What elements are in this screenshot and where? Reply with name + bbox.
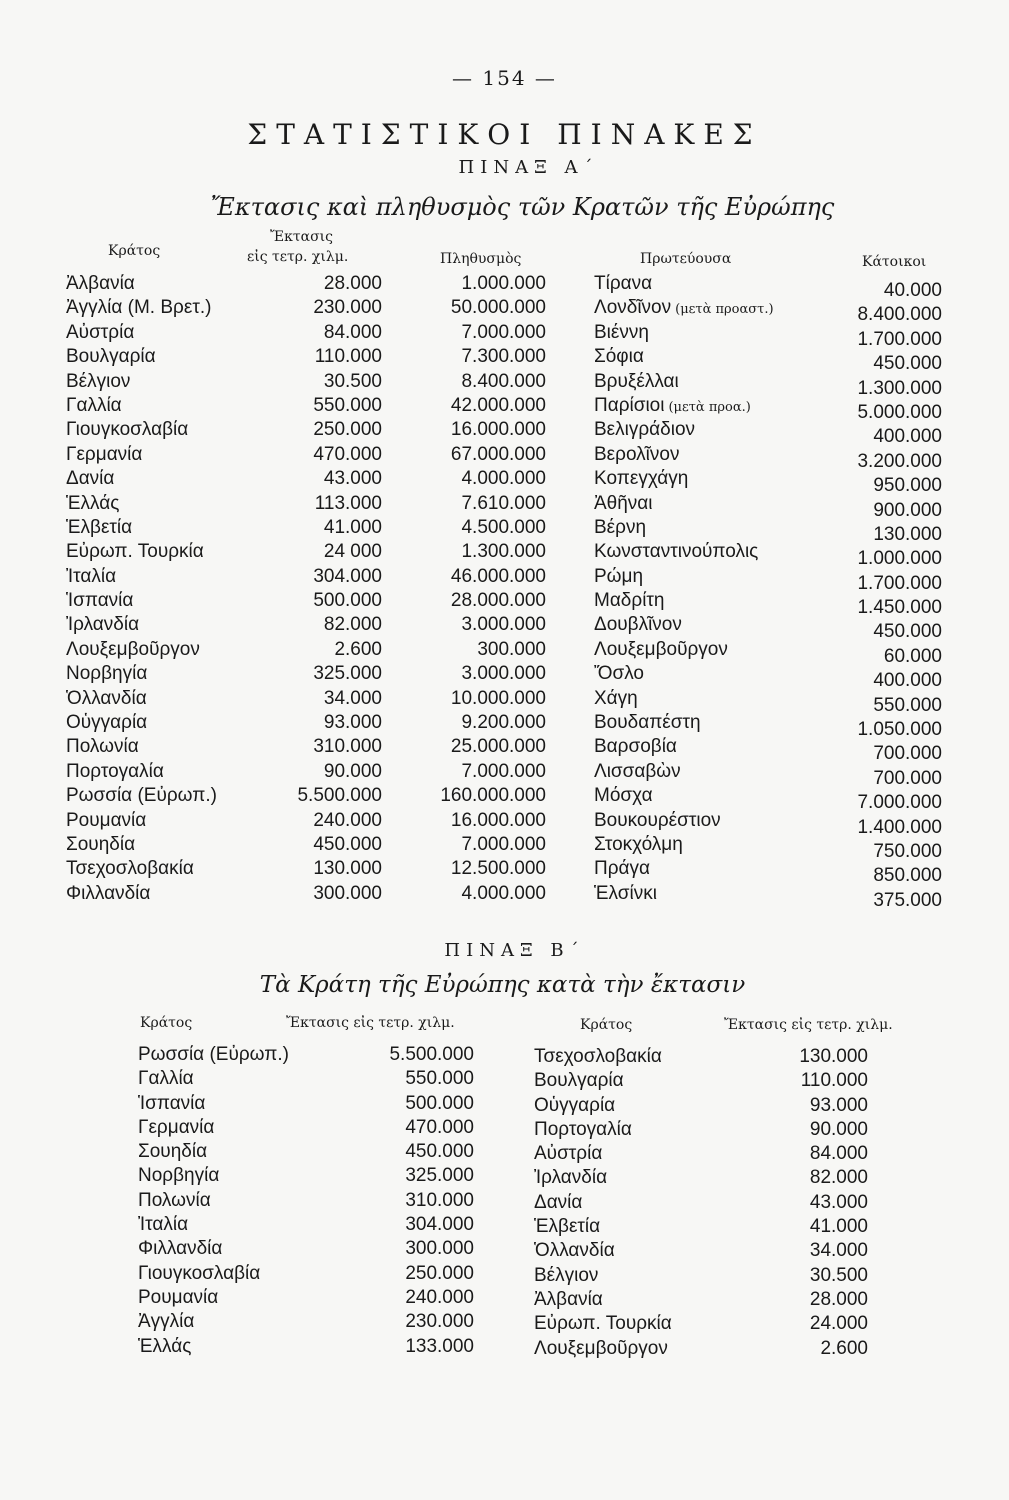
column-b-area-left [330, 1043, 474, 1359]
capital-name: Κοπεγχάγη [594, 468, 689, 490]
table-b-area: 133.000 [405, 1335, 474, 1357]
table-a-population: 67.000.000 [450, 443, 546, 465]
table-a-state: Βουλγαρία [66, 346, 156, 368]
table-a-state: Γερμανία [66, 443, 143, 465]
table-b-state: Γερμανία [138, 1116, 215, 1138]
table-a-inhabitants: 850.000 [873, 865, 942, 887]
table-a-inhabitants: 900.000 [873, 499, 942, 521]
table-a-inhabitants: 1.000.000 [857, 548, 942, 570]
table-b-area: 250.000 [405, 1262, 474, 1284]
table-a-inhabitants: 700.000 [873, 767, 942, 789]
capital-name: Λονδῖνον [594, 297, 672, 319]
capital-name: Πράγα [594, 858, 650, 880]
table-a-state: Ρωσσία (Εὐρωπ.) [66, 785, 217, 807]
table-a-state: Ἀγγλία (Μ. Βρετ.) [66, 297, 212, 319]
table-a-inhabitants: 1.700.000 [857, 328, 942, 350]
table-b-state: Πολωνία [138, 1189, 211, 1211]
table-a-state: Γιουγκοσλαβία [66, 419, 189, 441]
header-capital: Πρωτεύουσα [640, 251, 732, 267]
table-a-state: Ἱσπανία [66, 590, 134, 612]
table-a-area: 230.000 [313, 297, 382, 319]
header-b-area-left: Ἔκτασις εἰς τετρ. χιλμ. [286, 1015, 455, 1031]
table-a-state: Βέλγιον [66, 370, 131, 392]
table-b-area: 304.000 [405, 1214, 474, 1236]
table-a-population: 7.610.000 [461, 492, 546, 514]
table-b-state: Ἰταλία [138, 1214, 189, 1236]
table-a-inhabitants: 8.400.000 [857, 304, 942, 326]
capital-name: Κωνσταντινούπολις [594, 541, 759, 563]
table-a-population: 28.000.000 [450, 590, 546, 612]
capital-note: (μετὰ προα.) [668, 399, 751, 415]
table-b-area: 130.000 [799, 1046, 868, 1067]
header-b-state-right: Κράτος [580, 1017, 633, 1033]
table-a-population: 9.200.000 [461, 712, 546, 734]
table-b-area: 470.000 [405, 1116, 474, 1138]
table-a-population: 25.000.000 [450, 736, 546, 758]
header-area-line2: εἰς τετρ. χιλμ. [247, 249, 349, 265]
table-a-inhabitants: 550.000 [873, 694, 942, 716]
table-a-inhabitants: 1.400.000 [857, 816, 942, 838]
table-a-state: Πολωνία [66, 736, 139, 758]
table-b-state: Γαλλία [138, 1068, 194, 1090]
table-b-state: Ρωσσία (Εὐρωπ.) [138, 1044, 289, 1065]
table-b-state: Γιουγκοσλαβία [138, 1262, 261, 1284]
table-a-area: 130.000 [313, 858, 382, 880]
table-b-state: Βέλγιον [534, 1264, 599, 1286]
table-b-area: 84.000 [809, 1143, 868, 1165]
table-b-area: 82.000 [809, 1167, 868, 1189]
table-a-state: Οὑγγαρία [66, 712, 148, 734]
table-b-area: 325.000 [405, 1165, 474, 1187]
header-area-line1: Ἔκτασις [270, 229, 333, 245]
table-b-area: 500.000 [405, 1092, 474, 1114]
table-a-area: 84.000 [323, 321, 382, 343]
header-b-area-right: Ἔκτασις εἰς τετρ. χιλμ. [724, 1017, 893, 1033]
column-b-area-right [724, 1045, 868, 1361]
page-number: — 154 — [452, 66, 557, 90]
capital-name: Παρίσιοι [594, 394, 665, 416]
table-a-area: 34.000 [323, 687, 382, 709]
table-a-inhabitants: 3.200.000 [857, 450, 942, 472]
table-a-state: Πορτογαλία [66, 760, 164, 782]
page-title: ΣΤΑΤΙΣΤΙΚΟΙ ΠΙΝΑΚΕΣ [247, 118, 762, 151]
table-a-area: 43.000 [323, 468, 382, 490]
table-a-population: 42.000.000 [450, 394, 546, 416]
table-a-inhabitants: 450.000 [873, 621, 942, 643]
table-a-inhabitants: 40.000 [883, 280, 942, 301]
capital-name: Λισσαβὼν [594, 760, 681, 782]
capital-name: Βρυξέλλαι [594, 370, 679, 392]
table-a-inhabitants: 400.000 [873, 670, 942, 692]
table-b-area: 41.000 [809, 1216, 868, 1238]
table-b-area: 90.000 [809, 1118, 868, 1140]
table-b-area: 30.500 [809, 1264, 868, 1286]
table-b-state: Αὐστρία [534, 1143, 603, 1165]
table-a-population: 16.000.000 [450, 809, 546, 831]
table-a-state: Αὐστρία [66, 321, 135, 343]
capital-name: Μαδρίτη [594, 590, 665, 612]
capital-name: Βέρνη [594, 516, 647, 538]
capital-name: Ὄσλο [594, 663, 644, 685]
table-b-state: Βουλγαρία [534, 1070, 624, 1092]
header-state: Κράτος [108, 243, 161, 259]
table-a-inhabitants: 1.700.000 [857, 572, 942, 594]
table-b-state: Εὐρωπ. Τουρκία [534, 1313, 672, 1335]
table-a-area: 24 000 [323, 541, 382, 563]
table-b-area: 110.000 [800, 1070, 868, 1092]
table-a-inhabitants: 400.000 [873, 426, 942, 448]
table-a-area: 5.500.000 [297, 785, 382, 807]
table-a-inhabitants: 1.450.000 [857, 597, 942, 619]
table-b-state: Λουξεμβοῦργον [534, 1337, 668, 1359]
table-a-inhabitants: 60.000 [883, 645, 942, 667]
table-b-state: Δανία [534, 1191, 583, 1213]
header-inhabitants: Κάτοικοι [862, 254, 927, 270]
capital-name: Χάγη [594, 687, 638, 709]
table-a-population: 3.000.000 [461, 663, 546, 685]
table-a-state: Ἑλλάς [66, 492, 120, 514]
table-a-state: Ρουμανία [66, 809, 147, 831]
table-b-state: Ἑλλάς [138, 1335, 192, 1357]
capital-name: Βερολῖνον [594, 443, 680, 465]
capital-name: Σόφια [594, 346, 644, 368]
table-a-inhabitants: 450.000 [873, 353, 942, 375]
table-a-area: 304.000 [313, 565, 382, 587]
capital-name: Ἑλσίνκι [594, 882, 657, 904]
table-a-area: 93.000 [323, 712, 382, 734]
table-a-population: 7.000.000 [461, 321, 546, 343]
table-b-area: 5.500.000 [389, 1044, 474, 1065]
table-b-area: 28.000 [809, 1288, 868, 1310]
table-b-state: Ἰρλανδία [534, 1167, 608, 1189]
header-b-state-left: Κράτος [140, 1015, 193, 1031]
capital-name: Βαρσοβία [594, 736, 677, 758]
table-a-population: 16.000.000 [450, 419, 546, 441]
capital-name: Ἀθῆναι [594, 492, 653, 514]
table-a-population: 46.000.000 [450, 565, 546, 587]
table-a-area: 82.000 [323, 614, 382, 636]
table-a-area: 450.000 [313, 833, 382, 855]
capital-name: Τίρανα [594, 273, 653, 294]
table-b-state: Τσεχοσλοβακία [534, 1046, 662, 1067]
table-a-population: 3.000.000 [461, 614, 546, 636]
table-b-area: 2.600 [820, 1337, 868, 1359]
table-a-population: 300.000 [477, 638, 546, 660]
table-b-area: 43.000 [809, 1191, 868, 1213]
table-b-area: 240.000 [405, 1286, 474, 1308]
capital-name: Στοκχόλμη [594, 833, 683, 855]
table-b-state: Σουηδία [138, 1141, 208, 1163]
capital-name: Βιέννη [594, 321, 649, 343]
table-a-state: Ἰταλία [66, 565, 117, 587]
table-a-area: 41.000 [323, 516, 382, 538]
table-a-inhabitants: 950.000 [873, 475, 942, 497]
table-a-population: 12.500.000 [450, 858, 546, 880]
table-b-area: 450.000 [405, 1141, 474, 1163]
table-a-state: Σουηδία [66, 833, 136, 855]
table-b-area: 230.000 [405, 1311, 474, 1333]
table-a-area: 300.000 [313, 882, 382, 904]
table-a-inhabitants: 700.000 [873, 743, 942, 765]
column-population [400, 272, 546, 906]
table-a-area: 250.000 [313, 419, 382, 441]
table-a-population: 1.300.000 [461, 541, 546, 563]
table-a-inhabitants: 375.000 [873, 889, 942, 911]
table-a-state: Τσεχοσλοβακία [66, 858, 194, 880]
table-a-population: 10.000.000 [450, 687, 546, 709]
table-a-population: 4.000.000 [461, 882, 546, 904]
table-b-state: Ρουμανία [138, 1286, 219, 1308]
table-b-state: Νορβηγία [138, 1165, 220, 1187]
table-a-population: 7.000.000 [461, 833, 546, 855]
table-b-label: ΠΙΝΑΞ Β΄ [444, 940, 585, 961]
table-a-population: 8.400.000 [461, 370, 546, 392]
table-b-state: Ἱσπανία [138, 1092, 206, 1114]
table-a-inhabitants: 7.000.000 [857, 792, 942, 814]
table-a-area: 113.000 [314, 492, 382, 514]
table-a-area: 240.000 [313, 809, 382, 831]
table-a-population: 1.000.000 [461, 273, 546, 294]
table-a-population: 160.000.000 [440, 785, 546, 807]
capital-name: Βουκουρέστιον [594, 809, 721, 831]
table-a-area: 470.000 [313, 443, 382, 465]
table-b-area: 24.000 [809, 1313, 868, 1335]
table-a-area: 310.000 [313, 736, 382, 758]
capital-name: Μόσχα [594, 785, 653, 807]
table-a-area: 2.600 [334, 638, 382, 660]
table-a-state: Ὁλλανδία [66, 687, 147, 709]
table-b-state: Ἀλβανία [534, 1288, 603, 1310]
table-a-state: Λουξεμβοῦργον [66, 638, 200, 660]
table-b-state: Ἑλβετία [534, 1216, 601, 1238]
table-b-state: Ὁλλανδία [534, 1240, 615, 1262]
table-a-inhabitants: 5.000.000 [857, 401, 942, 423]
table-b-caption: Τὰ Κράτη τῆς Εὐρώπης κατὰ τὴν ἔκτασιν [259, 972, 746, 998]
table-a-area: 325.000 [313, 663, 382, 685]
table-a-population: 7.300.000 [461, 346, 546, 368]
table-a-inhabitants: 1.300.000 [857, 377, 942, 399]
table-b-area: 34.000 [809, 1240, 868, 1262]
table-b-state: Πορτογαλία [534, 1118, 632, 1140]
table-a-area: 110.000 [314, 346, 382, 368]
table-a-population: 4.000.000 [461, 468, 546, 490]
capital-name: Ρώμη [594, 565, 644, 587]
table-b-area: 310.000 [405, 1189, 474, 1211]
capital-name: Βελιγράδιον [594, 419, 696, 441]
table-a-state: Εὐρωπ. Τουρκία [66, 541, 204, 563]
table-a-state: Γαλλία [66, 394, 122, 416]
capital-name: Βουδαπέστη [594, 712, 701, 734]
table-a-caption: Ἔκτασις καὶ πληθυσμὸς τῶν Κρατῶν τῆς Εὐρώπης [210, 193, 835, 221]
table-b-area: 300.000 [405, 1238, 474, 1260]
table-a-inhabitants: 130.000 [873, 523, 942, 545]
table-a-population: 50.000.000 [450, 297, 546, 319]
table-a-state: Ἀλβανία [66, 273, 135, 294]
table-a-inhabitants: 750.000 [873, 840, 942, 862]
table-a-state: Ἰρλανδία [66, 614, 140, 636]
table-a-area: 30.500 [323, 370, 382, 392]
table-a-state: Φιλλανδία [66, 882, 151, 904]
table-a-label: ΠΙΝΑΞ Α΄ [458, 157, 599, 178]
capital-note: (μετὰ προαστ.) [675, 302, 774, 318]
table-a-state: Δανία [66, 468, 115, 490]
table-b-area: 93.000 [809, 1094, 868, 1116]
header-population: Πληθυσμὸς [440, 251, 522, 267]
column-inhabitants [800, 279, 942, 913]
capital-name: Λουξεμβοῦργον [594, 638, 728, 660]
table-b-state: Φιλλανδία [138, 1238, 223, 1260]
table-a-population: 7.000.000 [461, 760, 546, 782]
table-a-state: Ἑλβετία [66, 516, 133, 538]
capital-name: Δουβλῖνον [594, 614, 682, 636]
table-b-state: Οὑγγαρία [534, 1094, 616, 1116]
table-a-area: 500.000 [313, 590, 382, 612]
table-a-area: 90.000 [323, 760, 382, 782]
table-b-state: Ἀγγλία [138, 1311, 195, 1333]
column-area [240, 272, 382, 906]
table-a-state: Νορβηγία [66, 663, 148, 685]
table-a-area: 550.000 [313, 394, 382, 416]
table-a-area: 28.000 [323, 273, 382, 294]
table-b-area: 550.000 [405, 1068, 474, 1090]
table-a-population: 4.500.000 [461, 516, 546, 538]
table-a-inhabitants: 1.050.000 [857, 719, 942, 741]
